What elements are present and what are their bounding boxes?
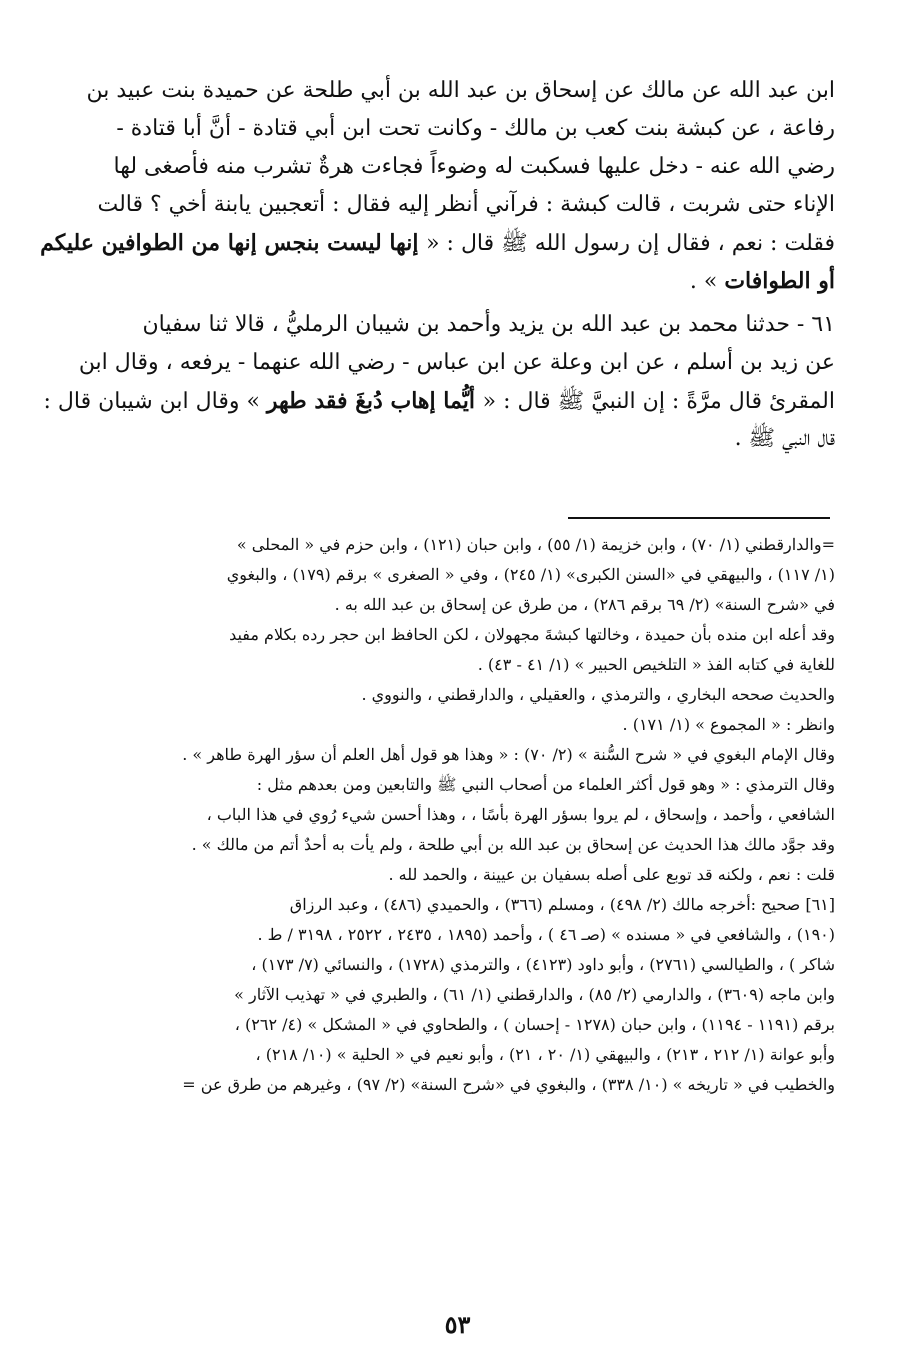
footnote-line: للغاية في كتابه الفذ « التلخيص الحبير » (١/ ٤١ - ٤٣) . (477, 655, 835, 674)
main-line-3: رضي الله عنه - دخل عليها فسكبت له وضوءاً فجاءت هرةٌ تشرب منه فأصغى لها (113, 154, 835, 179)
main-line-1: ابن عبد الله عن مالك عن إسحاق بن عبد الله بن أبي طلحة عن حميدة بنت عبيد بن (86, 78, 835, 103)
main-line-9-end: » وقال ابن شيبان قال : (43, 389, 267, 414)
main-line-6-end: » . (689, 269, 725, 294)
main-line-4: الإناء حتى شربت ، قالت كبشة : فرآني أنظر إليه فقال : أتعجبين يابنة أخي ؟ قالت (97, 192, 835, 217)
footnote-line: =والدارقطني (١/ ٧٠) ، وابن خزيمة (١/ ٥٥) ، وابن حبان (١٢١) ، وابن حزم في « المحلى » (236, 535, 835, 554)
footnote-line: وقد أعله ابن منده بأن حميدة ، وخالتها كبشةَ مجهولان ، لكن الحافظ ابن حجر رده بكلام مفيد (229, 625, 835, 644)
main-line-9-start: المقرئ قال مرَّةً : إن النبيَّ ﷺ قال : « (482, 389, 835, 414)
footnote-line: وقال الإمام البغوي في « شرح السُّنة » (٢/ ٧٠) : « وهذا هو قول أهل العلم أن سؤر الهرة طاهر » . (182, 745, 835, 764)
footnote-line: في «شرح السنة» (٢/ ٦٩ برقم ٢٨٦) ، من طرق عن إسحاق بن عبد الله به . (334, 595, 835, 614)
footnote-line: وابن ماجه (٣٦٠٩) ، والدارمي (٢/ ٨٥) ، والدارقطني (١/ ٦١) ، والطبري في « تهذيب الآثار » (234, 985, 835, 1004)
footnote-line: وقد جوَّد مالك هذا الحديث عن إسحاق بن عبد الله بن أبي طلحة ، ولم يأت به أحدٌ أتم من مالك » . (191, 835, 835, 854)
footnote-line: وأبو عوانة (١/ ٢١٢ ، ٢١٣) ، والبيهقي (١/ ٢٠ ، ٢١) ، وأبو نعيم في « الحلية » (١٠/ ٢١٨) ، (255, 1045, 835, 1064)
footnotes (92, 530, 835, 1100)
footnote-line: (١/ ١١٧) ، والبيهقي في «السنن الكبرى» (١/ ٢٤٥) ، وفي « الصغرى » برقم (١٧٩) ، والبغوي (226, 565, 835, 584)
main-line-10: قال النبي ﷺ . (734, 426, 835, 451)
main-line-6 (92, 262, 835, 300)
hadith-text-2: أيُّما إهاب دُبغَ فقد طهر (266, 388, 483, 414)
footnote-line: وقال الترمذي : « وهو قول أكثر العلماء من أصحاب النبي ﷺ والتابعين ومن بعدهم مثل : (256, 775, 835, 794)
footnote-line: وانظر : « المجموع » (١/ ١٧١) . (622, 715, 835, 734)
footnote-line: والخطيب في « تاريخه » (١٠/ ٣٣٨) ، والبغوي في «شرح السنة» (٢/ ٩٧) ، وغيرهم من طرق عن = (182, 1075, 835, 1094)
footnote-line: والحديث صححه البخاري ، والترمذي ، والعقيلي ، والدارقطني ، والنووي . (361, 685, 835, 704)
main-line-2: رفاعة ، عن كبشة بنت كعب بن مالك - وكانت تحت ابن أبي قتادة - أنَّ أبا قتادة - (116, 116, 835, 141)
footnote-line: [٦١] صحيح :أخرجه مالك (٢/ ٤٩٨) ، ومسلم (٣٦٦) ، والحميدي (٤٨٦) ، وعبد الرزاق (289, 895, 835, 914)
main-line-7: ٦١ - حدثنا محمد بن عبد الله بن يزيد وأحمد بن شيبان الرمليُّ ، قالا ثنا سفيان (142, 312, 835, 337)
footnote-line: (١٩٠) ، والشافعي في « مسنده » (صـ ٤٦ ) ، وأحمد (١٨٩٥ ، ٢٤٣٥ ، ٢٥٢٢ ، ٣١٩٨ / ط . (257, 925, 835, 944)
hadith-text-1: إنها ليست بنجس إنها من الطوافين عليكم (40, 230, 427, 256)
main-line-9 (43, 382, 835, 420)
footnote-line: شاكر ) ، والطيالسي (٢٧٦١) ، وأبو داود (٤١٢٣) ، والترمذي (١٧٢٨) ، والنسائي (٧/ ١٧٣) ، (251, 955, 835, 974)
footnote-line: الشافعي ، وأحمد ، وإسحاق ، لم يروا بسؤر الهرة بأسًا ، ، وهذا أحسن شيء رُوي في هذا الباب ، (206, 805, 835, 824)
footnote-divider (568, 517, 830, 519)
page-number: ٥٣ (444, 1310, 471, 1339)
main-line-5 (40, 224, 835, 262)
footnote-line: برقم (١١٩١ - ١١٩٤) ، وابن حبان (١٢٧٨ - إحسان ) ، والطحاوي في « المشكل » (٤/ ٢٦٢) ، (234, 1015, 835, 1034)
hadith-text-1-end: أو الطوافات (724, 268, 835, 294)
main-text (40, 72, 835, 458)
main-line-8: عن زيد بن أسلم ، عن ابن وعلة عن ابن عباس - رضي الله عنهما - يرفعه ، وقال ابن (78, 350, 835, 375)
main-line-5-start: فقلت : نعم ، فقال إن رسول الله ﷺ قال : « (426, 231, 835, 256)
footnote-line: قلت : نعم ، ولكنه قد توبع على أصله بسفيان بن عيينة ، والحمد لله . (388, 865, 835, 884)
